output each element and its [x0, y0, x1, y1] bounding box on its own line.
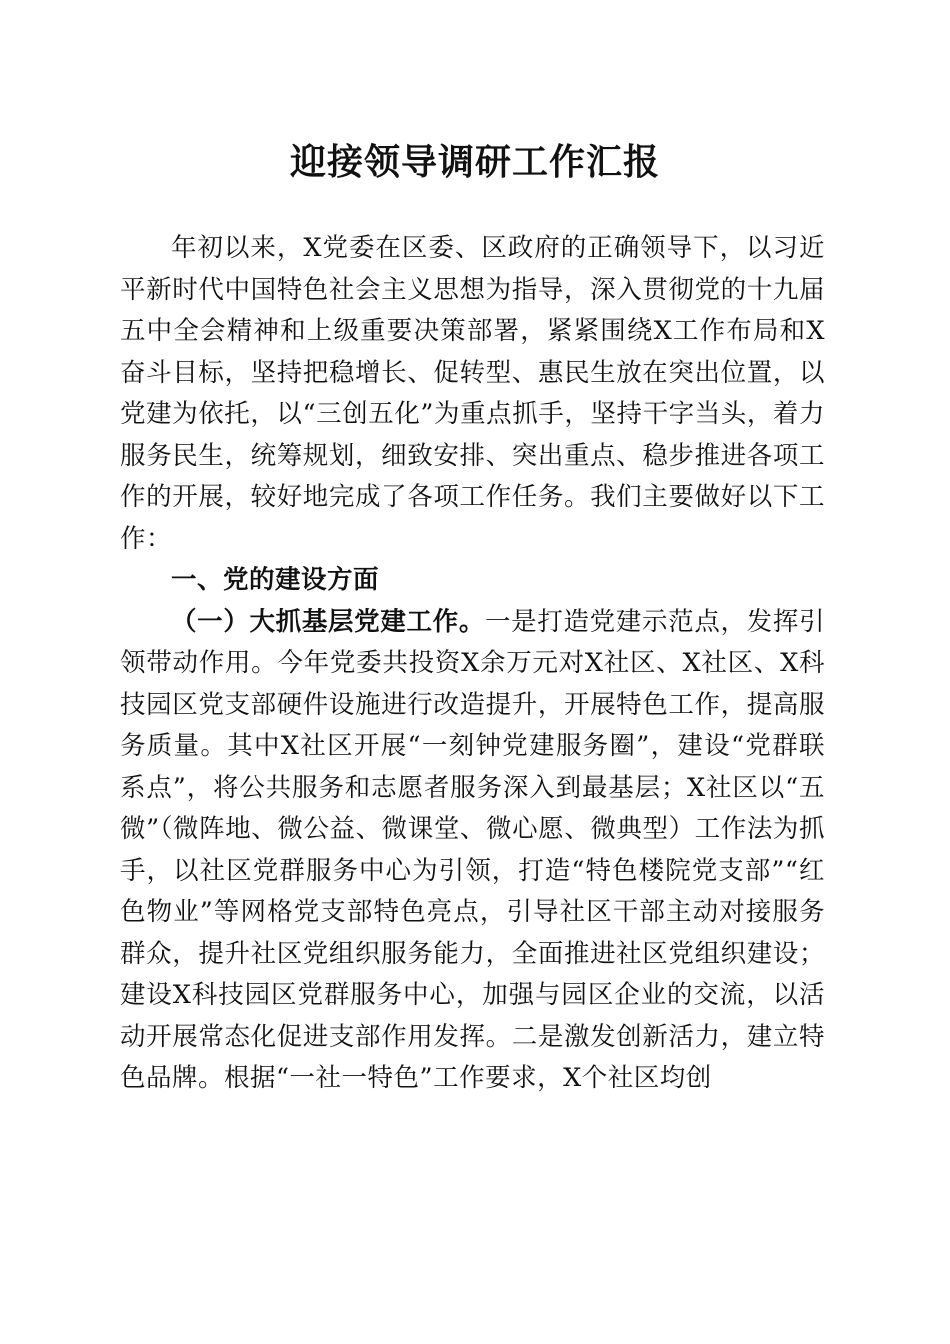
- document-body: [120, 228, 825, 1100]
- intro-paragraph: 年初以来，X党委在区委、区政府的正确领导下，以习近平新时代中国特色社会主义思想为指导，深入贯彻党的十九届五中全会精神和上级重要决策部署，紧紧围绕X工作布局和X奋斗目标，坚持把稳增长、促转型、惠民生放在突出位置，以党建为依托，以“三创五化”为重点抓手，坚持干字当头，着力服务民生，统筹规划，细致安排、突出重点、稳步推进各项工作的开展，较好地完成了各项工作任务。我们主要做好以下工作：: [120, 233, 825, 554]
- section-heading-party-building: 一、党的建设方面: [171, 565, 380, 595]
- subsection-paragraph: [120, 602, 825, 1100]
- subsection-heading: （一）大抓基层党建工作。: [171, 606, 485, 637]
- document-title: 迎接领导调研工作汇报: [289, 141, 660, 183]
- subsection-body: 一是打造党建示范点，发挥引领带动作用。今年党委共投资X余万元对X社区、X社区、X科技园区党支部硬件设施进行改造提升，开展特色工作，提高服务质量。其中X社区开展“一刻钟党建服务圈”，建设“党群联系点”，将公共服务和志愿者服务深入到最基层；X社区以“五微”（微阵地、微公益、微课堂、微心愿、微典型）工作法为抓手，以社区党群服务中心为引领，打造“特色楼院党支部”“红色物业”等网格党支部特色亮点，引导社区干部主动对接服务群众，提升社区党组织服务能力，全面推进社区党组织建设；建设X科技园区党群服务中心，加强与园区企业的交流，以活动开展常态化促进支部作用发挥。二是激发创新活力，建立特色品牌。根据“一社一特色”工作要求，X个社区均创: [120, 606, 825, 1093]
